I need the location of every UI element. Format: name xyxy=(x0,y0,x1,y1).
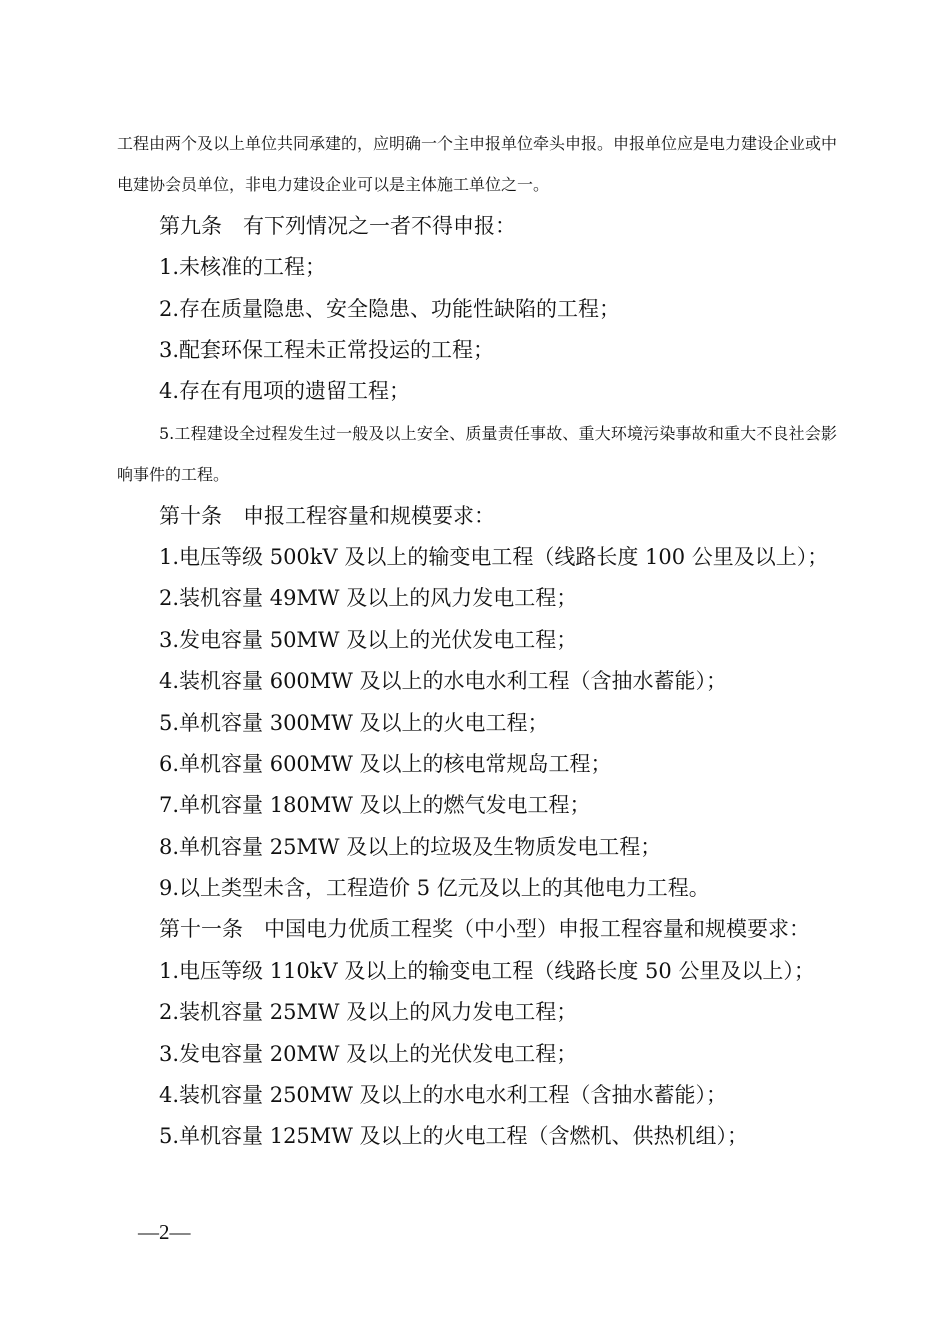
list-item: 3.发电容量 50MW 及以上的光伏发电工程； xyxy=(159,627,578,652)
list-item: 6.单机容量 600MW 及以上的核电常规岛工程； xyxy=(159,751,612,776)
list-item: 5.单机容量 300MW 及以上的火电工程； xyxy=(159,710,549,735)
list-item: 4.存在有甩项的遗留工程； xyxy=(159,379,411,404)
list-item: 8.单机容量 25MW 及以上的垃圾及生物质发电工程； xyxy=(159,834,662,859)
page-number: —2— xyxy=(138,1220,191,1244)
list-item: 5.单机容量 125MW 及以上的火电工程（含燃机、供热机组）； xyxy=(159,1124,749,1149)
list-item: 2.存在质量隐患、安全隐患、功能性缺陷的工程； xyxy=(159,296,621,321)
paragraph-applicant: 工程由两个及以上单位共同承建的，应明确一个主申报单位牵头申报。申报单位应是电力建设企业或中电建协会员单位，非电力建设企业可以是主体施工单位之一。 xyxy=(117,134,838,195)
list-item: 2.装机容量 25MW 及以上的风力发电工程； xyxy=(159,1000,578,1025)
list-item: 7.单机容量 180MW 及以上的燃气发电工程； xyxy=(159,793,591,818)
list-item: 1.未核准的工程； xyxy=(159,255,327,280)
list-item: 2.装机容量 49MW 及以上的风力发电工程； xyxy=(159,586,578,611)
article-10-heading: 第十条 申报工程容量和规模要求： xyxy=(159,503,495,528)
article-11-heading: 第十一条 中国电力优质工程奖（中小型）申报工程容量和规模要求： xyxy=(159,917,810,942)
list-item: 9.以上类型未含，工程造价 5 亿元及以上的其他电力工程。 xyxy=(159,876,710,901)
list-item: 3.配套环保工程未正常投运的工程； xyxy=(159,337,495,362)
list-item: 4.装机容量 250MW 及以上的水电水利工程（含抽水蓄能）； xyxy=(159,1083,728,1108)
list-item: 4.装机容量 600MW 及以上的水电水利工程（含抽水蓄能）； xyxy=(159,669,728,694)
list-item: 5.工程建设全过程发生过一般及以上安全、质量责任事故、重大环境污染事故和重大不良社会影响事件的工程。 xyxy=(117,423,837,485)
article-9-heading: 第九条 有下列情况之一者不得申报： xyxy=(159,213,516,238)
list-item: 1.电压等级 110kV 及以上的输变电工程（线路长度 50 公里及以上）； xyxy=(159,958,815,983)
list-item: 1.电压等级 500kV 及以上的输变电工程（线路长度 100 公里及以上）； xyxy=(159,544,829,569)
list-item: 3.发电容量 20MW 及以上的光伏发电工程； xyxy=(159,1041,578,1066)
body-text xyxy=(117,123,837,1158)
